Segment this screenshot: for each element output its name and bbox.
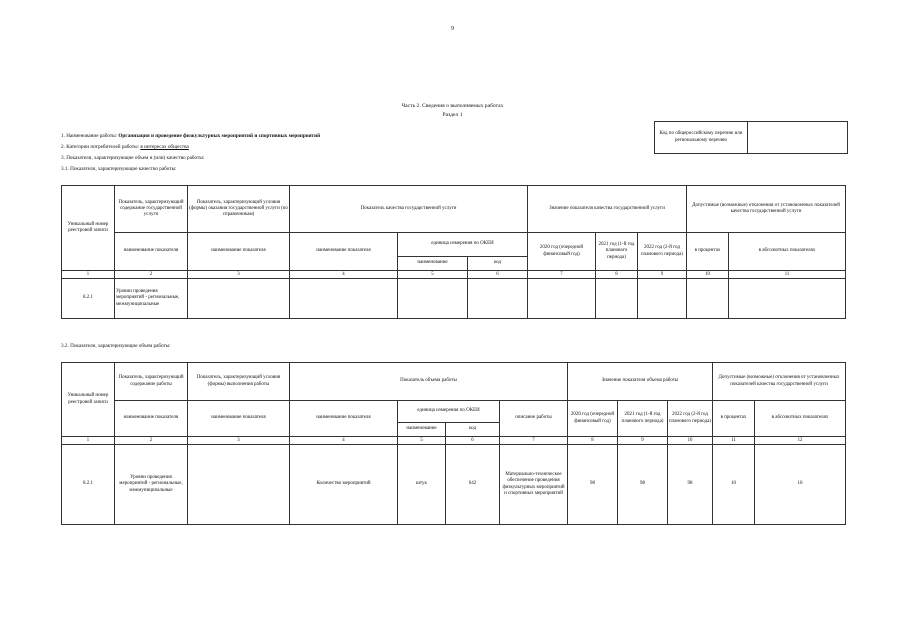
t1-col-number: 3 [188, 271, 290, 279]
t1-col-number: 5 [398, 271, 468, 279]
t2-col-number: 9 [618, 437, 668, 445]
t1-cell-empty [468, 279, 528, 319]
t1-header-percent: в процентах [687, 233, 729, 271]
t2-cell-year-2021: 98 [618, 445, 668, 525]
t1-col-number: 10 [687, 271, 729, 279]
t2-col-number: 10 [668, 437, 713, 445]
quality-indicators-table [61, 185, 846, 319]
t2-header-year-2021: 2021 год (1-й год планового периода) [618, 401, 668, 437]
consumer-category-value: в интересах общества [140, 144, 189, 150]
t1-header-unit-code: код [468, 257, 528, 271]
t1-header-name-content: наименование показателя [115, 233, 188, 271]
t1-cell-empty [188, 279, 290, 319]
t1-cell-empty [729, 279, 846, 319]
indicators-line: 3. Показатели, характеризующие объем и (или) качество работы: [61, 155, 205, 161]
t1-header-unit-name: наименование [398, 257, 468, 271]
consumer-category-line [61, 144, 189, 150]
t2-col-number: 11 [713, 437, 755, 445]
t1-col-number: 9 [638, 271, 687, 279]
t1-header-year-2020: 2020 год (очередной финансовый год) [528, 233, 596, 271]
t2-cell-unit-name: штук [398, 445, 446, 525]
t2-cell-description: Материально-техническое обеспечение проведения физкультурных мероприятий и спортивных мероприятий [500, 445, 568, 525]
list-code-box [654, 121, 848, 154]
t1-header-content: Показатель, характеризующий содержание государственной услуги [115, 186, 188, 233]
t2-header-year-2022: 2022 год (2-й год планового периода) [668, 401, 713, 437]
t1-header-year-2022: 2022 год (2-й год планового периода) [638, 233, 687, 271]
t2-table-row [62, 445, 846, 525]
t2-header-percent: в процентах [713, 401, 755, 437]
t2-cell-reg-number: 8.2.1 [62, 445, 115, 525]
t2-col-number: 1 [62, 437, 115, 445]
t1-cell-reg-number: 8.2.1 [62, 279, 115, 319]
t2-header-name-volume: наименование показателя [290, 401, 398, 437]
t1-col-number: 8 [596, 271, 638, 279]
t1-cell-empty [290, 279, 398, 319]
list-code-value [748, 122, 848, 154]
t1-header-conditions: Показатель, характеризующий условия (формы) оказания государственной услуги (по справочникам) [188, 186, 290, 233]
list-code-label: Код по общероссийскому перечню или региональному перечню [655, 122, 748, 154]
work-name-value: Организация и проведение физкультурных мероприятий и спортивных мероприятий [118, 133, 321, 139]
t2-header-unit-name: наименование [398, 423, 446, 437]
volume-indicators-line: 3.2. Показатели, характеризующие объем работы: [61, 343, 171, 349]
t1-header-unit: единица измерения по ОКЕИ [398, 233, 528, 257]
t2-header-absolute: в абсолютных показателях [755, 401, 846, 437]
t2-cell-content: Уровни проведения мероприятий - региональные, межмуниципальные [115, 445, 188, 525]
t1-cell-empty [528, 279, 596, 319]
page-number: 9 [451, 26, 454, 32]
t1-cell-content: Уровни проведения мероприятий - региональные, межмуниципальные [115, 279, 188, 319]
t2-header-year-2020: 2020 год (очередной финансовый год) [568, 401, 618, 437]
t1-col-number: 7 [528, 271, 596, 279]
t2-header-value: Значение показателя объема работы [568, 363, 713, 401]
t2-col-number: 3 [188, 437, 290, 445]
t1-header-absolute: в абсолютных показателях [729, 233, 846, 271]
t1-col-number: 4 [290, 271, 398, 279]
t1-header-value: Значение показателя качества государственной услуги [528, 186, 687, 233]
t2-col-number: 5 [398, 437, 446, 445]
t2-header-description: описание работы [500, 401, 568, 437]
t1-col-number: 11 [729, 271, 846, 279]
t1-header-name-quality: наименование показателя [290, 233, 398, 271]
t2-cell-year-2020: 98 [568, 445, 618, 525]
section-title: Раздел 1 [442, 112, 463, 118]
t1-cell-empty [638, 279, 687, 319]
quality-indicators-line: 3.1. Показатели, характеризующие качество работы: [61, 166, 177, 172]
t2-header-name-conditions: наименование показателя [188, 401, 290, 437]
t1-header-year-2021: 2021 год (1-й год планового периода) [596, 233, 638, 271]
t2-header-name-content: наименование показателя [115, 401, 188, 437]
t1-header-name-conditions: наименование показателя [188, 233, 290, 271]
t1-col-number: 2 [115, 271, 188, 279]
t2-header-unit: единица измерения по ОКЕИ [398, 401, 500, 423]
t2-header-volume: Показатель объема работы [290, 363, 568, 401]
t2-header-reg-number: Уникальный номер реестровой записи [62, 363, 115, 437]
t2-header-conditions: Показатель, характеризующий условия (формы) выполнения работы [188, 363, 290, 401]
t2-header-deviation: Допустимые (возможные) отклонения от установленных показателей качества государственной услуги [713, 363, 846, 401]
t2-cell-conditions [188, 445, 290, 525]
t2-cell-indicator-name: Количество мероприятий [290, 445, 398, 525]
t2-col-number: 2 [115, 437, 188, 445]
t1-header-deviation: Допустимые (возможные) отклонения от установленных показателей качества государственной услуги [687, 186, 846, 233]
t2-cell-unit-code: 642 [446, 445, 500, 525]
t2-header-content: Показатель, характеризующий содержание работы [115, 363, 188, 401]
t2-cell-absolute: 10 [755, 445, 846, 525]
t2-col-number: 6 [446, 437, 500, 445]
t2-cell-year-2022: 98 [668, 445, 713, 525]
t2-col-number: 12 [755, 437, 846, 445]
t2-col-number: 7 [500, 437, 568, 445]
t1-header-quality: Показатель качества государственной услуги [290, 186, 528, 233]
work-name-line [61, 133, 320, 139]
t2-col-number: 4 [290, 437, 398, 445]
t2-col-number: 8 [568, 437, 618, 445]
t1-cell-empty [687, 279, 729, 319]
t1-col-number: 6 [468, 271, 528, 279]
t1-header-reg-number: Уникальный номер реестровой записи [62, 186, 115, 271]
consumer-category-label: 2. Категории потребителей работы: [61, 144, 140, 150]
t2-header-unit-code: код [446, 423, 500, 437]
part-title: Часть 2. Сведения о выполняемых работах [401, 103, 504, 109]
t1-col-number: 1 [62, 271, 115, 279]
t1-cell-empty [596, 279, 638, 319]
t1-cell-empty [398, 279, 468, 319]
volume-indicators-table [61, 362, 846, 525]
t2-cell-percent: 10 [713, 445, 755, 525]
work-name-label: 1. Наименование работы: [61, 133, 118, 139]
t1-table-row [62, 279, 846, 319]
